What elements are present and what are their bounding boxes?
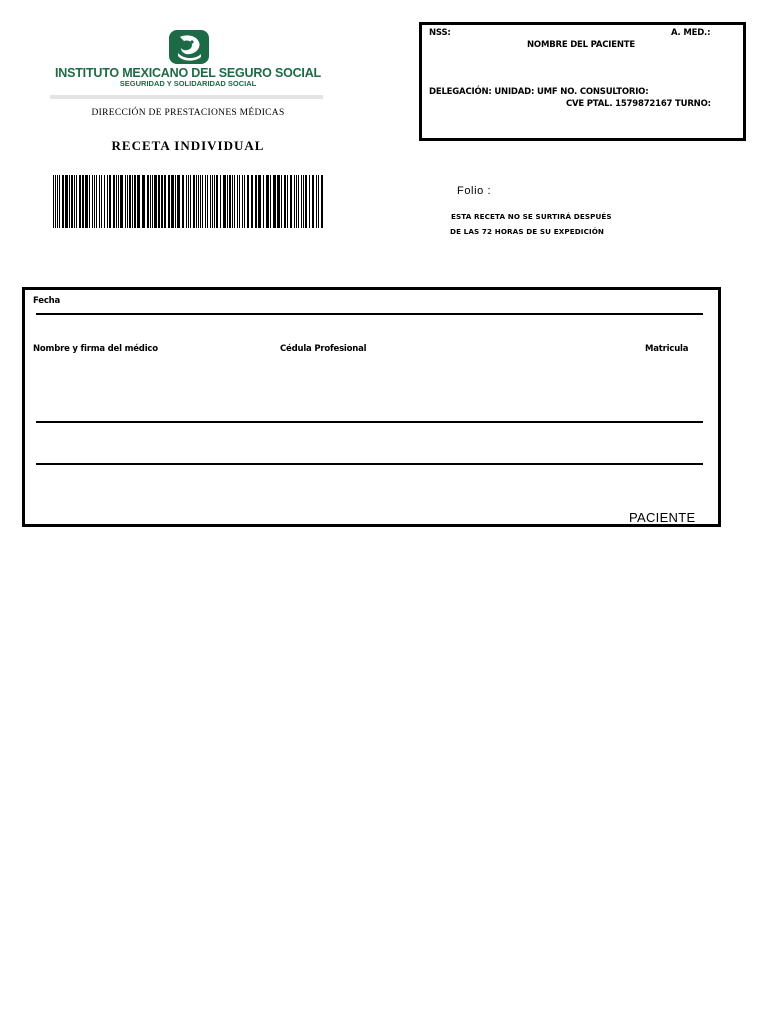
institution-tagline: SEGURIDAD Y SOLIDARIDAD SOCIAL — [119, 79, 257, 88]
copy-label: PACIENTE — [629, 510, 696, 525]
barcode-bar — [127, 175, 128, 228]
barcode-bar — [99, 175, 100, 228]
barcode-bar — [113, 175, 115, 228]
barcode-bar — [118, 175, 119, 228]
barcode-bar — [321, 175, 323, 228]
doctor-name-signature-label: Nombre y firma del médico — [33, 344, 158, 354]
barcode-bar — [251, 175, 253, 228]
barcode-bar — [196, 175, 197, 228]
barcode-bar — [92, 175, 93, 228]
barcode-bar — [82, 175, 84, 228]
barcode-bar — [220, 175, 221, 228]
cedula-profesional-label: Cédula Profesional — [280, 344, 367, 354]
barcode-bar — [161, 175, 163, 228]
barcode-bar — [96, 175, 97, 228]
fecha-rule — [36, 313, 703, 315]
barcode-bar — [258, 175, 261, 228]
barcode-bar — [234, 175, 235, 228]
barcode-bar — [154, 175, 157, 228]
barcode-bar — [125, 175, 126, 228]
barcode-bar — [177, 175, 180, 228]
barcode-bar — [150, 175, 151, 228]
barcode-bar — [294, 175, 295, 228]
institution-name: INSTITUTO MEXICANO DEL SEGURO SOCIAL — [55, 66, 321, 80]
barcode-bar — [244, 175, 245, 228]
imss-logo-icon — [168, 29, 210, 65]
barcode-bar — [296, 175, 297, 228]
barcode-bar — [303, 175, 304, 228]
expiry-warning-line2: DE LAS 72 HORAS DE SU EXPEDICIÓN — [450, 227, 605, 236]
barcode-bar — [94, 175, 95, 228]
patient-name-label: NOMBRE DEL PACIENTE — [527, 40, 635, 50]
barcode-bar — [175, 175, 176, 228]
delegacion-label: DELEGACIÓN: UNIDAD: UMF NO. CONSULTORIO: — [429, 87, 649, 97]
barcode-bar — [305, 175, 307, 228]
direccion-label: DIRECCIÓN DE PRESTACIONES MÉDICAS — [91, 108, 285, 118]
barcode-bar — [76, 175, 77, 228]
matricula-label: Matricula — [645, 344, 689, 354]
barcode-bar — [190, 175, 191, 228]
barcode-bar — [116, 175, 117, 228]
barcode-bar — [57, 175, 58, 228]
barcode-bar — [198, 175, 199, 228]
barcode-bar — [171, 175, 174, 228]
barcode-bar — [186, 175, 187, 228]
lower-rule — [36, 463, 703, 465]
barcode-bar — [290, 175, 292, 228]
barcode-bar — [207, 175, 208, 228]
barcode-bar — [223, 175, 226, 228]
barcode-bar — [266, 175, 269, 228]
barcode-bar — [202, 175, 203, 228]
barcode-bar — [89, 175, 90, 228]
barcode-bar — [232, 175, 233, 228]
barcode-bar — [134, 175, 136, 228]
barcode-bar — [247, 175, 249, 228]
barcode-bar — [147, 175, 149, 228]
barcode-bar — [193, 175, 195, 228]
barcode-bar — [71, 175, 73, 228]
barcode-bar — [229, 175, 231, 228]
barcode-bar — [212, 175, 213, 228]
barcode-bar — [216, 175, 218, 228]
nss-label: NSS: — [429, 28, 451, 38]
barcode-bar — [200, 175, 201, 228]
barcode-bar — [101, 175, 102, 228]
barcode-bar — [287, 175, 288, 228]
barcode-bar — [74, 175, 75, 228]
barcode-bar — [109, 175, 111, 228]
barcode-bar — [152, 175, 153, 228]
barcode-bar — [309, 175, 310, 228]
barcode-bar — [164, 175, 166, 228]
barcode-bar — [120, 175, 123, 228]
prescription-box — [22, 287, 721, 527]
barcode-bar — [312, 175, 314, 228]
barcode-bar — [273, 175, 276, 228]
barcode-bar — [237, 175, 238, 228]
barcode-bar — [55, 175, 56, 228]
barcode-bar — [53, 175, 54, 228]
barcode-bar — [168, 175, 170, 228]
barcode-bar — [205, 175, 206, 228]
header-divider — [50, 95, 323, 99]
barcode-bar — [270, 175, 271, 228]
barcode-bar — [263, 175, 264, 228]
document-title: RECETA INDIVIDUAL — [111, 138, 265, 153]
barcode-bar — [316, 175, 317, 228]
barcode-bar — [214, 175, 215, 228]
signature-rule — [36, 421, 703, 423]
barcode-bar — [298, 175, 299, 228]
barcode-bar — [277, 175, 280, 228]
barcode-bar — [62, 175, 64, 228]
barcode-bar — [158, 175, 160, 228]
fecha-label: Fecha — [33, 296, 61, 306]
barcode-bar — [281, 175, 282, 228]
barcode-bar — [79, 175, 81, 228]
barcode-bar — [104, 175, 105, 228]
barcode-bar — [242, 175, 243, 228]
barcode-bar — [227, 175, 228, 228]
barcode-bar — [239, 175, 240, 228]
barcode-bar — [142, 175, 145, 228]
folio-label: Folio : — [457, 185, 492, 197]
a-med-label: A. MED.: — [671, 28, 711, 38]
barcode-bar — [132, 175, 133, 228]
barcode-bar — [129, 175, 131, 228]
barcode-bar — [137, 175, 140, 228]
barcode — [53, 175, 324, 228]
barcode-bar — [255, 175, 257, 228]
barcode-bar — [188, 175, 189, 228]
barcode-bar — [59, 175, 60, 228]
barcode-bar — [284, 175, 286, 228]
barcode-bar — [210, 175, 211, 228]
barcode-bar — [182, 175, 184, 228]
barcode-bar — [318, 175, 319, 228]
barcode-bar — [85, 175, 88, 228]
barcode-bar — [301, 175, 302, 228]
barcode-bar — [107, 175, 108, 228]
barcode-bar — [65, 175, 68, 228]
expiry-warning-line1: ESTA RECETA NO SE SURTIRÁ DESPUÉS — [451, 212, 612, 221]
barcode-bar — [69, 175, 70, 228]
cve-ptal-label: CVE PTAL. 1579872167 TURNO: — [566, 99, 711, 109]
